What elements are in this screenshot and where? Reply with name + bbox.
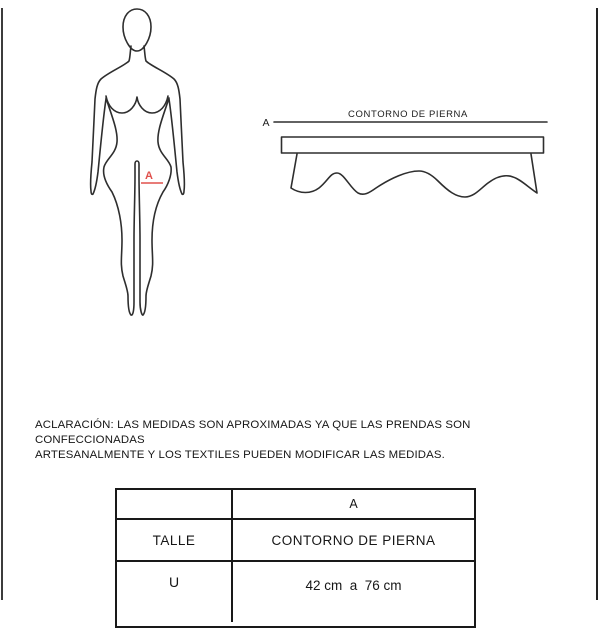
table-header-contorno: CONTORNO DE PIERNA xyxy=(233,518,474,560)
page-right-border-line xyxy=(596,8,598,600)
thigh-measure-label: A xyxy=(145,170,153,182)
size-table xyxy=(115,488,476,628)
garment-band-outline xyxy=(282,137,544,153)
table-cell-measure-range: 42 cm a 76 cm xyxy=(233,560,474,626)
figure-bust-outline xyxy=(106,96,168,113)
table-header-talle: TALLE xyxy=(117,518,233,560)
figure-left-arm-outline xyxy=(91,46,131,194)
garment-ruffle-outline xyxy=(291,154,537,197)
disclaimer-line-2: ARTESANALMENTE Y LOS TEXTILES PUEDEN MODIFICAR LAS MEDIDAS. xyxy=(35,449,445,461)
body-figure-drawing xyxy=(84,4,194,326)
page-left-border-line xyxy=(1,8,3,600)
figure-torso-legs-outline xyxy=(104,98,172,315)
garment-measure-letter: A xyxy=(262,117,270,129)
garment-drawing xyxy=(255,100,555,205)
table-cell-measure-letter: A xyxy=(233,490,474,518)
disclaimer-line-1: ACLARACIÓN: LAS MEDIDAS SON APROXIMADAS YA QUE LAS PRENDAS SON CONFECCIONADAS xyxy=(35,419,471,446)
figure-head-outline xyxy=(123,9,151,51)
table-cell-size-u: U xyxy=(117,560,233,622)
disclaimer-text xyxy=(35,418,555,463)
garment-measure-name-label: CONTORNO DE PIERNA xyxy=(348,109,468,120)
table-cell-empty xyxy=(117,490,233,518)
